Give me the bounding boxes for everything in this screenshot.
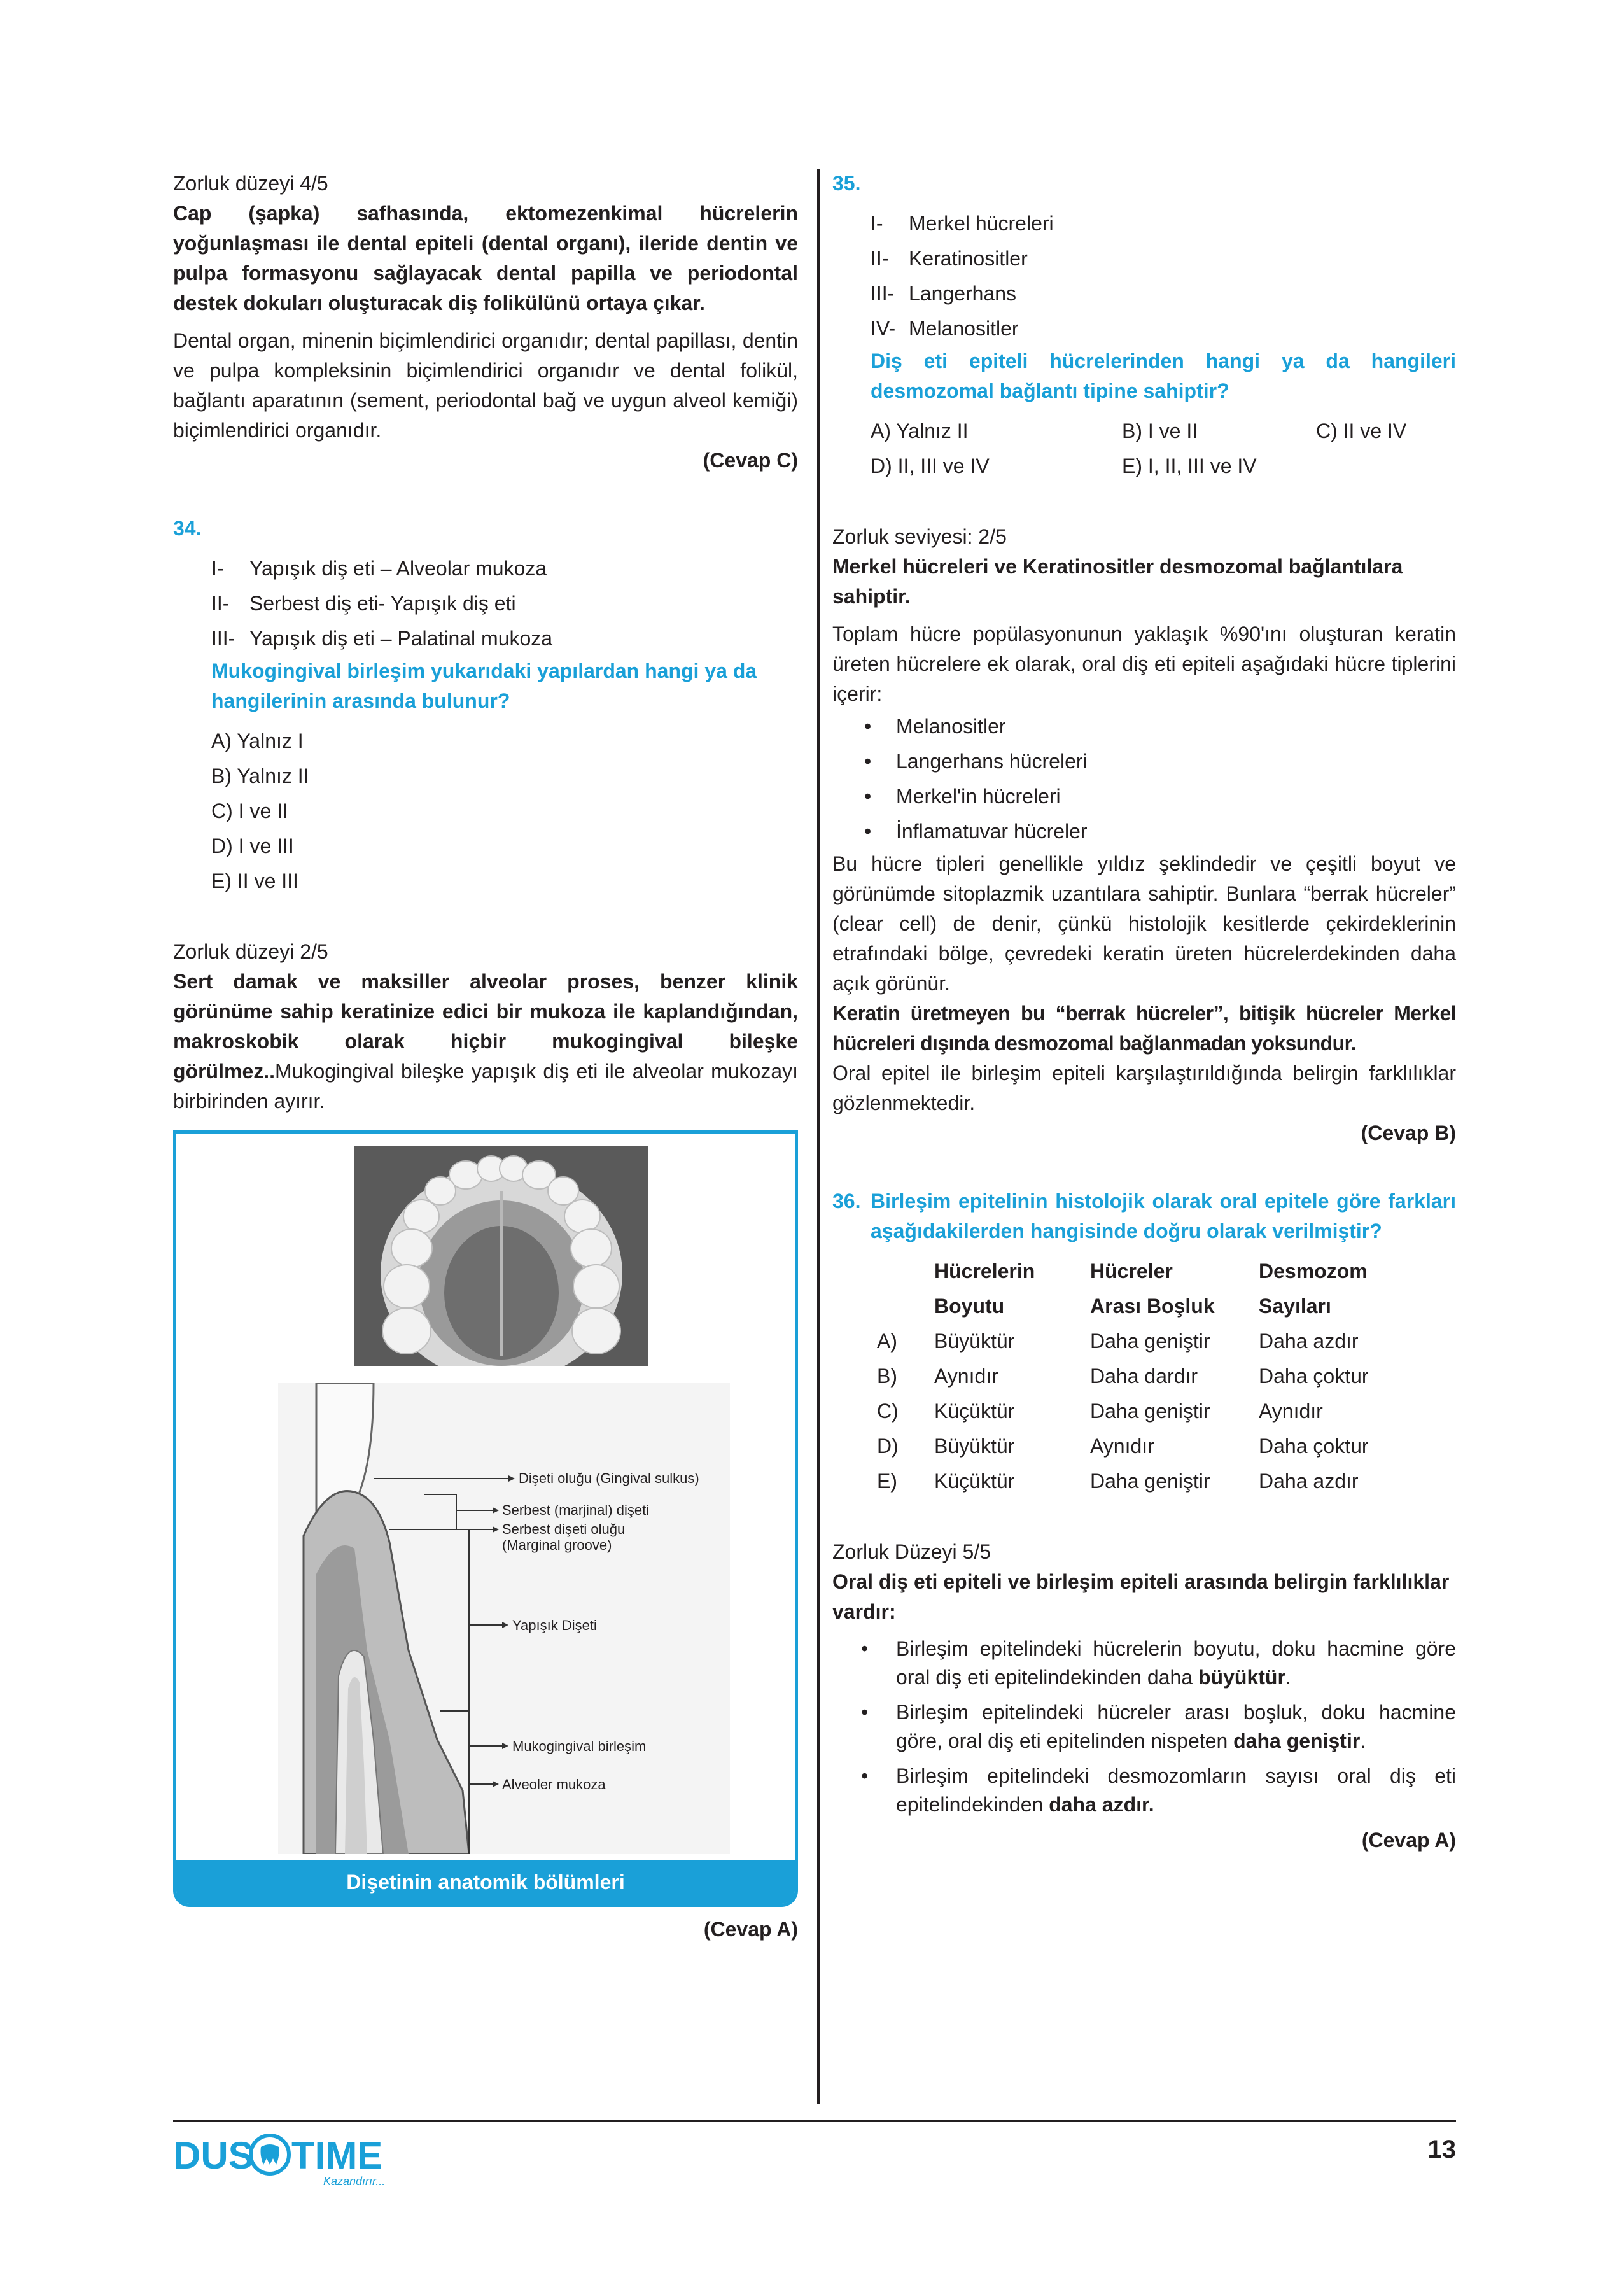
q35-level: Zorluk seviyesi: 2/5 [832,525,1007,548]
q35-option-d: D) II, III ve IV [871,454,990,477]
q35-bullet: • Melanositler [864,715,1006,738]
q36-bullet: • Birleşim epitelindeki hücreler arası boşluk, doku hacmine göre, oral diş eti epitelinden nispeten daha geniştir. [861,1701,1456,1752]
table-row: C) Küçüktür Daha geniştir Aynıdır [877,1400,1323,1423]
q34-option-e: E) II ve III [211,869,298,892]
label-alveolar-mucosa: Alveoler mukoza [502,1776,606,1792]
page-number: 13 [1427,2135,1456,2163]
q36-table [832,1254,1456,1499]
q35-item: I- Merkel hücreleri [871,212,1054,235]
q36-header-row: Boyutu Arası Boşluk Sayıları [934,1295,1331,1318]
q35-text-2: Bu hücre tipleri genellikle yıldız şeklindedir ve çeşitli boyut ve görünümde sitoplazmik uzantılara sahiptir. Bunlara “berrak hücreler” (clear cell) de denir, çünkü histolojik kesitlerde çekirdeklerinin etrafındaki bölge, çevredeki keratin üreten hücrelerdekinden daha açık görünür. [832,852,1456,995]
q34-option-a: A) Yalnız I [211,729,304,752]
q34-option-c: C) I ve II [211,799,288,822]
q36-question: Birleşim epitelinin histolojik olarak oral epitele göre farkları aşağıdakilerden hangisinde doğru olarak verilmiştir? [871,1190,1456,1242]
q33-answer: (Cevap C) [703,449,798,472]
footer-divider [173,2120,1456,2122]
q35-bold-text: Merkel hücreleri ve Keratinositler desmozomal bağlantılara sahiptir. [832,555,1403,608]
q33-level: Zorluk düzeyi 4/5 [173,172,328,195]
q35-option-b: B) I ve II [1122,419,1198,442]
label-free-gingival-groove: Serbest dişeti oluğu [502,1521,626,1537]
label-free-gingiva: Serbest (marjinal) dişeti [502,1502,650,1518]
q35-answer: (Cevap B) [1361,1121,1456,1144]
left-column [173,169,798,1944]
label-marginal-groove: (Marginal groove) [502,1537,612,1553]
q36-level: Zorluk Düzeyi 5/5 [832,1540,991,1563]
q36-question-block [832,1186,1456,1246]
logo-text-left: DUS [173,2134,254,2177]
gingiva-anatomy-diagram [278,1383,730,1854]
q34-option-d: D) I ve III [211,834,294,857]
q34-item: II- Serbest diş eti- Yapışık diş eti [211,592,516,615]
table-row: D) Büyüktür Aynıdır Daha çoktur [877,1435,1369,1458]
q35-bullet: • Merkel'in hücreleri [864,785,1061,808]
q35-option-e: E) I, II, III ve IV [1122,454,1257,477]
palate-photo [354,1146,648,1366]
q35-text-1: Toplam hücre popülasyonunun yaklaşık %90'ını oluşturan keratin üreten hücrelere ek olarak, oral diş eti epiteli aşağıdaki hücre tiplerini içerir: [832,622,1456,705]
q35-options-row2 [832,449,1456,484]
q35-option-c: C) II ve IV [1316,419,1407,442]
q35-bold-text-2: Keratin üretmeyen bu “berrak hücreler”, bitişik hücreler Merkel hücreleri dışında desmozomal bağlanmadan yoksundur. [832,1002,1456,1055]
q34-item: I- Yapışık diş eti – Alveolar mukoza [211,557,547,580]
right-column [832,169,1456,1855]
q36-bullet: • Birleşim epitelindeki hücrelerin boyutu, doku hacmine göre oral diş eti epitelindekinden daha büyüktür. [861,1637,1456,1689]
label-gingival-sulcus: Dişeti oluğu (Gingival sulkus) [519,1470,699,1486]
column-divider [817,169,820,2104]
q34-number: 34. [173,517,202,540]
q35-bullet: • İnflamatuvar hücreler [864,820,1088,843]
table-row: E) Küçüktür Daha geniştir Daha azdır [877,1470,1359,1493]
q35-question: Diş eti epiteli hücrelerinden hangi ya da hangileri desmozomal bağlantı tipine sahiptir? [871,349,1456,402]
q34-explanation: Sert damak ve maksiller alveolar proses, benzer klinik görünüme sahip keratinize edici bir mukoza ile kaplandığından, makroskobik olarak hiçbir mukogingival bileşke görülmez..Mukogingival bileşke yapışık diş eti ile alveolar mukozayı birbirinden ayırır. [173,970,798,1113]
table-row: A) Büyüktür Daha geniştir Daha azdır [877,1330,1359,1353]
q34-level: Zorluk düzeyi 2/5 [173,940,328,963]
q36-bold-text: Oral diş eti epiteli ve birleşim epiteli arasında belirgin farklılıklar vardır: [832,1570,1450,1623]
label-mucogingival-junction: Mukogingival birleşim [512,1738,647,1754]
q33-bold-text: Cap (şapka) safhasında, ektomezenkimal hücrelerin yoğunlaşması ile dental epiteli (dental organı), ileride dentin ve pulpa formasyonu sağlayacak dental papilla ve periodontal destek dokuları oluşturacak diş folikülünü ortaya çıkar. [173,202,798,314]
dustime-logo [173,2129,402,2193]
logo-text-right: TIME [291,2134,383,2177]
q35-option-a: A) Yalnız II [871,419,969,442]
figure-box [173,1130,798,1907]
q35-item: IV- Melanositler [871,317,1019,340]
q35-item: II- Keratinositler [871,247,1028,270]
logo-tagline: Kazandırır... [323,2175,386,2188]
q36-answer: (Cevap A) [1361,1829,1456,1852]
q34-question: Mukogingival birleşim yukarıdaki yapılardan hangi ya da hangilerinin arasında bulunur? [211,659,757,712]
q35-number: 35. [832,172,861,195]
q35-item: III- Langerhans [871,282,1017,305]
q36-number: 36. [832,1190,861,1213]
q36-bullet: • Birleşim epitelindeki desmozomların sayısı oral diş eti epitelindekinden daha azdır. [861,1764,1456,1816]
q35-bullet: • Langerhans hücreleri [864,750,1088,773]
table-row: B) Aynıdır Daha dardır Daha çoktur [877,1365,1369,1388]
label-attached-gingiva: Yapışık Dişeti [512,1617,597,1633]
q33-text: Dental organ, minenin biçimlendirici organıdır; dental papillası, dentin ve pulpa kompleksinin biçimlendirici organıdır ve dental folikül, bağlantı aparatının (sement, periodontal bağ ve uygun alveol kemiği) biçimlendirici organıdır. [173,329,798,442]
q35-text-3: Oral epitel ile birleşim epiteli karşılaştırıldığında belirgin farklılıklar gözlenmektedir. [832,1062,1456,1114]
q36-header-row: Hücrelerin Hücreler Desmozom [934,1260,1368,1283]
q34-answer: (Cevap A) [703,1918,798,1941]
q34-option-b: B) Yalnız II [211,764,309,787]
q35-options-row1 [832,414,1456,449]
figure-caption: Dişetinin anatomik bölümleri [176,1860,795,1904]
q34-item: III- Yapışık diş eti – Palatinal mukoza [211,627,553,650]
